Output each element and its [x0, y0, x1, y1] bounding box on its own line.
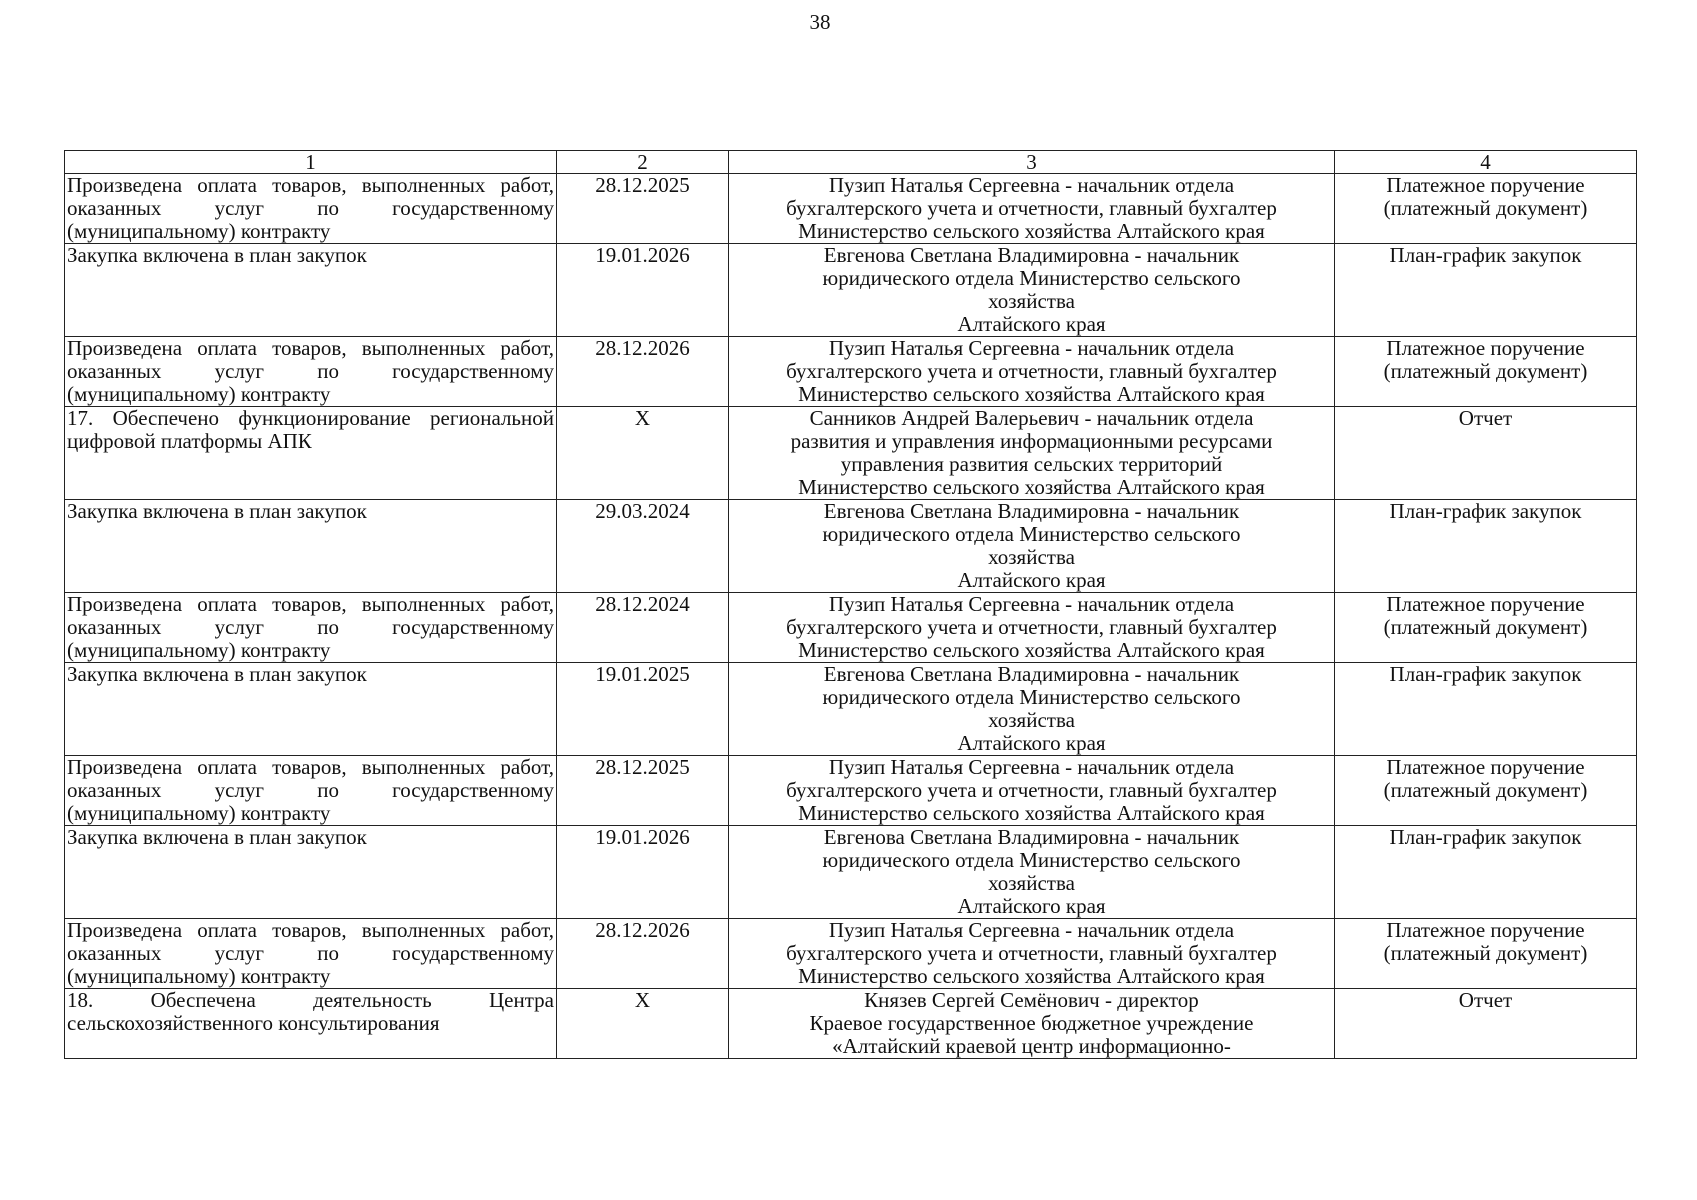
table-row [65, 407, 1637, 500]
document-cell [1335, 919, 1637, 989]
responsible-line: бухгалтерского учета и отчетности, главный бухгалтер [786, 196, 1277, 220]
responsible-line: юридического отдела Министерство сельского [822, 685, 1241, 709]
document-cell [1335, 337, 1637, 407]
table-row [65, 174, 1637, 244]
responsible-line: Министерство сельского хозяйства Алтайского края [798, 219, 1265, 243]
table-row [65, 593, 1637, 663]
document-cell [1335, 756, 1637, 826]
event-cell: Закупка включена в план закупок [65, 500, 557, 593]
document-cell [1335, 174, 1637, 244]
document-line: (платежный документ) [1383, 359, 1588, 383]
responsible-line: Министерство сельского хозяйства Алтайского края [798, 382, 1265, 406]
date-cell: 19.01.2025 [557, 663, 729, 756]
responsible-line: Алтайского края [957, 568, 1106, 592]
event-cell: 18. Обеспечена деятельность Центра сельскохозяйственного консультирования [65, 989, 557, 1059]
responsible-line: Пузип Наталья Сергеевна - начальник отдела [828, 336, 1235, 360]
table-row [65, 663, 1637, 756]
responsible-line: Санников Андрей Валерьевич - начальник отдела [809, 406, 1254, 430]
table-body [65, 174, 1637, 1059]
responsible-cell [729, 989, 1335, 1059]
column-header: 3 [729, 151, 1335, 174]
responsible-line: бухгалтерского учета и отчетности, главный бухгалтер [786, 359, 1277, 383]
responsible-cell [729, 593, 1335, 663]
responsible-line: Министерство сельского хозяйства Алтайского края [798, 964, 1265, 988]
responsible-cell [729, 919, 1335, 989]
responsible-line: Алтайского края [957, 894, 1106, 918]
responsible-line: Министерство сельского хозяйства Алтайского края [798, 475, 1265, 499]
date-cell: X [557, 407, 729, 500]
document-line: (платежный документ) [1383, 615, 1588, 639]
responsible-cell [729, 244, 1335, 337]
event-cell: 17. Обеспечено функционирование региональной цифровой платформы АПК [65, 407, 557, 500]
responsible-line: хозяйства [988, 289, 1075, 313]
responsible-line: Краевое государственное бюджетное учреждение [809, 1011, 1254, 1035]
plan-table [64, 150, 1637, 1059]
document-cell [1335, 593, 1637, 663]
document-cell [1335, 663, 1637, 756]
responsible-line: Пузип Наталья Сергеевна - начальник отдела [828, 592, 1235, 616]
date-cell: X [557, 989, 729, 1059]
responsible-line: юридического отдела Министерство сельского [822, 266, 1241, 290]
document-line: План-график закупок [1389, 662, 1582, 686]
date-cell: 28.12.2025 [557, 756, 729, 826]
document-line: Отчет [1458, 406, 1513, 430]
responsible-line: Пузип Наталья Сергеевна - начальник отдела [828, 755, 1235, 779]
table-row [65, 337, 1637, 407]
date-cell: 19.01.2026 [557, 244, 729, 337]
document-cell [1335, 244, 1637, 337]
responsible-line: юридического отдела Министерство сельского [822, 522, 1241, 546]
date-cell: 28.12.2025 [557, 174, 729, 244]
event-cell: Произведена оплата товаров, выполненных работ, оказанных услуг по государственному (муниципальному) контракту [65, 174, 557, 244]
responsible-line: управления развития сельских территорий [840, 452, 1223, 476]
responsible-cell [729, 500, 1335, 593]
responsible-line: Министерство сельского хозяйства Алтайского края [798, 801, 1265, 825]
responsible-line: Евгенова Светлана Владимировна - начальник [823, 825, 1240, 849]
event-cell: Произведена оплата товаров, выполненных работ, оказанных услуг по государственному (муниципальному) контракту [65, 337, 557, 407]
document-cell [1335, 989, 1637, 1059]
document-cell [1335, 500, 1637, 593]
document-line: (платежный документ) [1383, 941, 1588, 965]
document-line: План-график закупок [1389, 499, 1582, 523]
document-line: Платежное поручение [1386, 173, 1585, 197]
column-header: 2 [557, 151, 729, 174]
responsible-cell [729, 826, 1335, 919]
responsible-line: бухгалтерского учета и отчетности, главный бухгалтер [786, 941, 1277, 965]
document-line: Платежное поручение [1386, 592, 1585, 616]
responsible-cell [729, 337, 1335, 407]
responsible-line: Алтайского края [957, 731, 1106, 755]
document-line: Платежное поручение [1386, 918, 1585, 942]
responsible-line: юридического отдела Министерство сельского [822, 848, 1241, 872]
document-line: Отчет [1458, 988, 1513, 1012]
event-cell: Закупка включена в план закупок [65, 244, 557, 337]
responsible-line: развития и управления информационными ресурсами [790, 429, 1273, 453]
responsible-line: Алтайского края [957, 312, 1106, 336]
responsible-line: Пузип Наталья Сергеевна - начальник отдела [828, 918, 1235, 942]
table-row [65, 826, 1637, 919]
event-cell: Произведена оплата товаров, выполненных работ, оказанных услуг по государственному (муниципальному) контракту [65, 756, 557, 826]
responsible-cell [729, 174, 1335, 244]
responsible-line: хозяйства [988, 708, 1075, 732]
table-row [65, 500, 1637, 593]
page-number: 38 [809, 10, 831, 34]
date-cell: 28.12.2026 [557, 337, 729, 407]
table-row [65, 989, 1637, 1059]
table-header-row [65, 151, 1637, 174]
responsible-line: бухгалтерского учета и отчетности, главный бухгалтер [786, 615, 1277, 639]
document-cell [1335, 407, 1637, 500]
responsible-line: Евгенова Светлана Владимировна - начальник [823, 662, 1240, 686]
responsible-line: «Алтайский краевой центр информационно- [832, 1034, 1231, 1058]
column-header: 1 [65, 151, 557, 174]
responsible-cell [729, 663, 1335, 756]
event-cell: Произведена оплата товаров, выполненных работ, оказанных услуг по государственному (муниципальному) контракту [65, 919, 557, 989]
document-line: Платежное поручение [1386, 336, 1585, 360]
responsible-line: Министерство сельского хозяйства Алтайского края [798, 638, 1265, 662]
event-cell: Закупка включена в план закупок [65, 663, 557, 756]
responsible-cell [729, 407, 1335, 500]
date-cell: 28.12.2026 [557, 919, 729, 989]
date-cell: 29.03.2024 [557, 500, 729, 593]
document-line: План-график закупок [1389, 825, 1582, 849]
table-row [65, 756, 1637, 826]
responsible-cell [729, 756, 1335, 826]
responsible-line: Пузип Наталья Сергеевна - начальник отдела [828, 173, 1235, 197]
document-cell [1335, 826, 1637, 919]
document-line: Платежное поручение [1386, 755, 1585, 779]
document-line: План-график закупок [1389, 243, 1582, 267]
date-cell: 28.12.2024 [557, 593, 729, 663]
event-cell: Закупка включена в план закупок [65, 826, 557, 919]
document-line: (платежный документ) [1383, 778, 1588, 802]
column-header: 4 [1335, 151, 1637, 174]
table-row [65, 919, 1637, 989]
responsible-line: Князев Сергей Семёнович - директор [864, 988, 1199, 1012]
responsible-line: Евгенова Светлана Владимировна - начальник [823, 243, 1240, 267]
responsible-line: Евгенова Светлана Владимировна - начальник [823, 499, 1240, 523]
responsible-line: хозяйства [988, 545, 1075, 569]
date-cell: 19.01.2026 [557, 826, 729, 919]
document-line: (платежный документ) [1383, 196, 1588, 220]
responsible-line: хозяйства [988, 871, 1075, 895]
event-cell: Произведена оплата товаров, выполненных работ, оказанных услуг по государственному (муниципальному) контракту [65, 593, 557, 663]
table-row [65, 244, 1637, 337]
responsible-line: бухгалтерского учета и отчетности, главный бухгалтер [786, 778, 1277, 802]
